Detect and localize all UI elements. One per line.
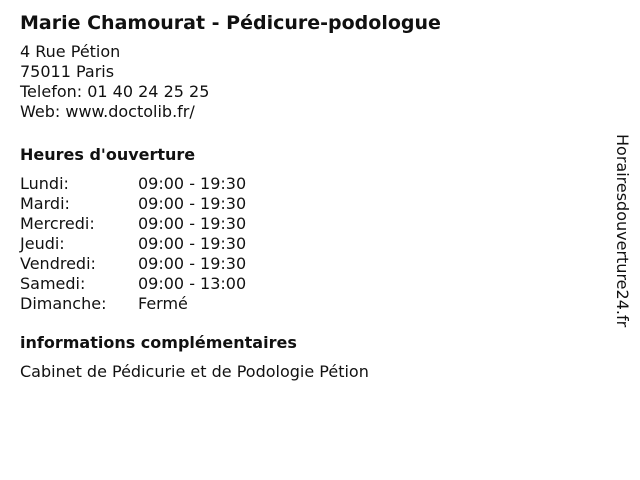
hours-row-monday [20, 174, 600, 194]
info-text: Cabinet de Pédicurie et de Podologie Pétion [20, 362, 369, 381]
website: Web: www.doctolib.fr/ [20, 102, 195, 121]
info-heading: informations complémentaires [20, 333, 297, 352]
day-label: Lundi: [20, 174, 69, 193]
time-value: 09:00 - 19:30 [138, 234, 247, 253]
time-value: 09:00 - 13:00 [138, 274, 247, 293]
time-value: 09:00 - 19:30 [138, 214, 247, 233]
hours-row-sunday [20, 294, 600, 314]
hours-heading: Heures d'ouverture [20, 145, 196, 164]
business-card [20, 10, 600, 382]
day-label: Vendredi: [20, 254, 96, 273]
address-city: 75011 Paris [20, 62, 115, 81]
hours-row-wednesday [20, 214, 600, 234]
business-name: Marie Chamourat - Pédicure-podologue [20, 12, 441, 34]
hours-row-tuesday [20, 194, 600, 214]
time-value: 09:00 - 19:30 [138, 194, 247, 213]
time-value: 09:00 - 19:30 [138, 174, 247, 193]
hours-table [20, 174, 600, 314]
day-label: Dimanche: [20, 294, 107, 313]
day-label: Mercredi: [20, 214, 95, 233]
address-street: 4 Rue Pétion [20, 42, 121, 61]
phone-number: Telefon: 01 40 24 25 25 [20, 82, 210, 101]
day-label: Samedi: [20, 274, 86, 293]
time-value: Fermé [138, 294, 188, 313]
site-watermark: Horairesdouverture24.fr [613, 134, 632, 328]
hours-row-saturday [20, 274, 600, 294]
hours-row-thursday [20, 234, 600, 254]
day-label: Mardi: [20, 194, 70, 213]
day-label: Jeudi: [20, 234, 65, 253]
time-value: 09:00 - 19:30 [138, 254, 247, 273]
hours-row-friday [20, 254, 600, 274]
